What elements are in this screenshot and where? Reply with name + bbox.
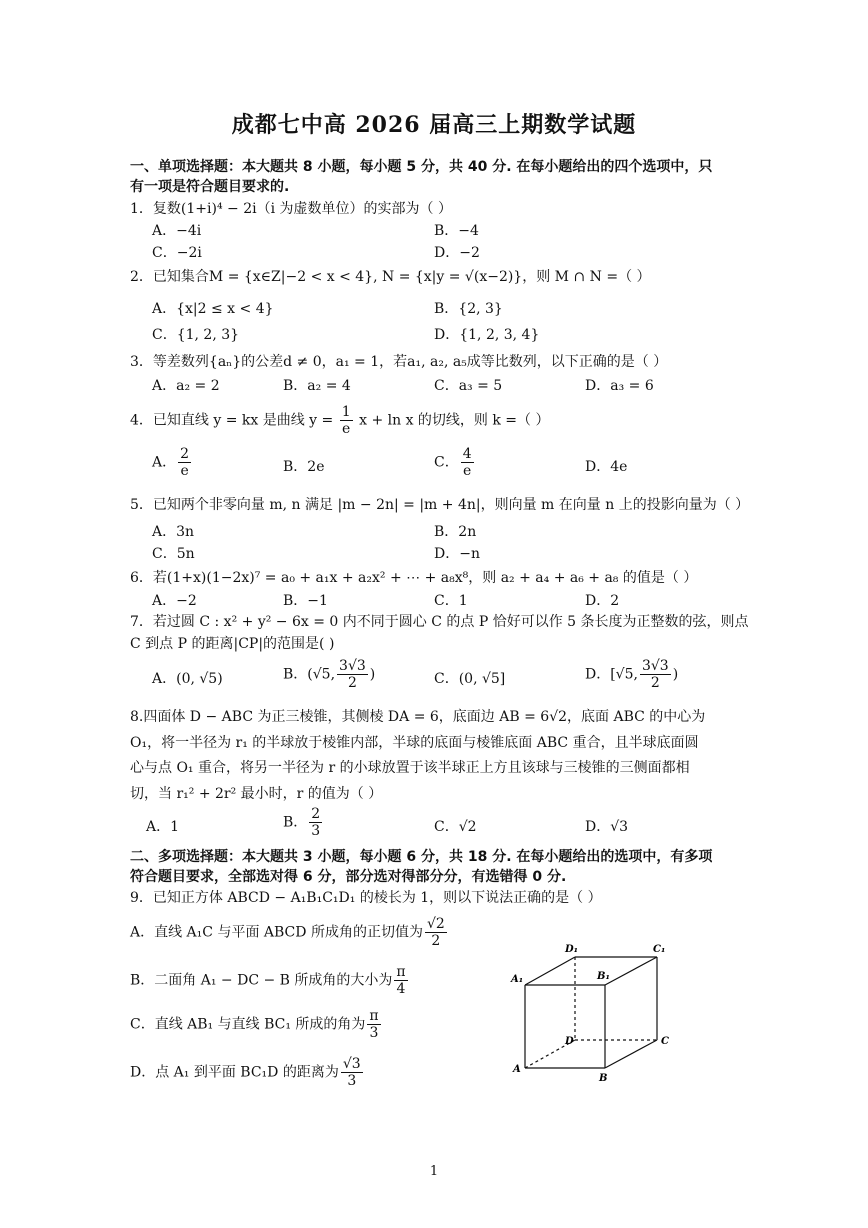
q7-option-d-end: ): [672, 666, 679, 683]
q4-stem: [130, 404, 550, 437]
edge-a1d1: [525, 957, 575, 985]
q7-option-a: A．(0, √5): [152, 671, 223, 687]
q4-c-denominator: e: [463, 463, 472, 479]
q5-option-b: B．2n: [434, 524, 477, 540]
q9-option-d-text: D．点 A₁ 到平面 BC₁D 的距离为: [130, 1064, 339, 1081]
edge-b1c1: [605, 957, 657, 985]
q9-a-numerator: √2: [426, 916, 445, 932]
section1-heading: 一、单项选择题：本大题共 8 小题，每小题 5 分，共 40 分. 在每小题给出的四个选项中，只: [130, 159, 713, 175]
label-b1: B₁: [597, 971, 610, 982]
q7-d-denominator: 2: [650, 675, 660, 691]
q7-stem-line1: 7．若过圆 C : x² + y² − 6x = 0 内不同于圆心 C 的点 P 恰好可以作 5 条长度为正整数的弦，则点: [130, 614, 749, 630]
q8-option-b-label: B．: [283, 814, 308, 831]
q9-option-b: [130, 964, 410, 997]
q1-option-b: B．−4: [434, 223, 479, 239]
q4-stem-post: x + ln x 的切线，则 k =（ ）: [359, 412, 550, 429]
label-d1: D₁: [565, 944, 579, 955]
q8-stem-line3: 心与点 O₁ 重合，将另一半径为 r 的小球放置于该半球正上方且该球与三棱锥的三侧面都相: [130, 760, 690, 776]
q2-option-d: D．{1, 2, 3, 4}: [434, 327, 540, 343]
q9-option-a-fraction: [425, 916, 447, 949]
q9-c-denominator: 3: [369, 1025, 379, 1041]
q4-a-denominator: e: [180, 463, 189, 479]
q9-option-d: [130, 1056, 365, 1089]
q1-option-c: C．−2i: [152, 245, 202, 261]
q9-d-denominator: 3: [347, 1073, 357, 1089]
q7-b-denominator: 2: [347, 675, 357, 691]
q3-option-b: B．a₂ = 4: [283, 378, 351, 394]
label-b: B: [599, 1073, 608, 1084]
label-a1: A₁: [511, 974, 524, 985]
q8-option-b-fraction: [309, 806, 322, 839]
q6-option-a: A．−2: [152, 593, 197, 609]
q4-a-numerator: 2: [180, 446, 190, 462]
q4-frac-numerator: 1: [341, 404, 351, 420]
label-a: A: [513, 1064, 521, 1075]
q4-stem-fraction: [340, 404, 353, 437]
q7-d-numerator: 3√3: [641, 658, 669, 674]
q3-option-a: A．a₂ = 2: [152, 378, 220, 394]
edge-bc: [605, 1040, 657, 1068]
q7-option-d-label: D．[√5,: [585, 666, 638, 683]
q7-b-numerator: 3√3: [339, 658, 366, 674]
page-title: 成都七中高 2026 届高三上期数学试题: [231, 112, 637, 138]
q3-option-c: C．a₃ = 5: [434, 378, 503, 394]
q4-option-c: [434, 446, 476, 479]
section2-heading: 二、多项选择题：本大题共 3 小题，每小题 6 分，共 18 分. 在每小题给出的选项中，有多项: [130, 849, 713, 865]
q9-b-denominator: 4: [396, 981, 406, 997]
q8-option-a: A．1: [146, 819, 180, 835]
q3-option-d: D．a₃ = 6: [585, 378, 654, 394]
q4-option-c-label: C．: [434, 454, 459, 471]
q7-stem-line2: C 到点 P 的距离|CP|的范围是( ): [130, 636, 335, 652]
section2-heading-cont: 符合题目要求，全部选对得 6 分，部分选对得部分分，有选错得 0 分.: [130, 869, 567, 885]
q8-option-d: D．√3: [585, 819, 629, 835]
q5-option-d: D．−n: [434, 546, 480, 562]
q9-option-a: [130, 916, 449, 949]
q9-option-b-text: B．二面角 A₁ − DC − B 所成角的大小为: [130, 972, 393, 989]
q7-option-b-end: ): [369, 666, 376, 683]
q8-option-b: [283, 806, 324, 839]
q9-option-d-fraction: [341, 1056, 363, 1089]
label-c1: C₁: [653, 944, 666, 955]
q2-option-b: B．{2, 3}: [434, 301, 503, 317]
q7-option-b-label: B．(√5,: [283, 666, 336, 683]
q9-d-numerator: √3: [342, 1056, 361, 1072]
q7-option-d: [585, 658, 678, 691]
q8-b-numerator: 2: [311, 806, 321, 822]
q4-option-c-fraction: [461, 446, 474, 479]
q1-option-d: D．−2: [434, 245, 480, 261]
q8-b-denominator: 3: [311, 823, 321, 839]
q7-option-b-fraction: [337, 658, 368, 691]
q5-option-c: C．5n: [152, 546, 195, 562]
label-d: D: [565, 1036, 574, 1047]
section1-heading-cont: 有一项是符合题目要求的.: [130, 179, 290, 195]
q1-stem: 1．复数(1+i)⁴ − 2i（i 为虚数单位）的实部为（ ）: [130, 201, 452, 217]
q9-option-c-fraction: [367, 1008, 380, 1041]
q6-option-c: C．1: [434, 593, 468, 609]
q2-stem: 2．已知集合M = {x∈Z|−2 < x < 4}, N = {x|y = √(x−2)}，则 M ∩ N =（ ）: [130, 269, 651, 285]
q9-c-numerator: π: [369, 1008, 379, 1024]
q1-option-a: A．−4i: [152, 223, 202, 239]
q8-stem-line1: 8.四面体 D − ABC 为正三棱锥，其侧棱 DA = 6，底面边 AB = 6√2，底面 ABC 的中心为: [130, 709, 706, 725]
q9-stem: 9．已知正方体 ABCD − A₁B₁C₁D₁ 的棱长为 1，则以下说法正确的是（ ）: [130, 890, 602, 906]
q5-stem: 5．已知两个非零向量 m, n 满足 |m − 2n| = |m + 4n|，则向量 m 在向量 n 上的投影向量为（ ）: [130, 497, 750, 513]
q8-stem-line4: 切，当 r₁² + 2r² 最小时，r 的值为（ ）: [130, 786, 383, 802]
label-c: C: [661, 1036, 669, 1047]
q2-option-c: C．{1, 2, 3}: [152, 327, 240, 343]
q4-option-b: B．2e: [283, 459, 325, 475]
q8-option-c: C．√2: [434, 819, 477, 835]
q2-option-a: A．{x|2 ≤ x < 4}: [152, 301, 274, 317]
q9-option-b-fraction: [394, 964, 407, 997]
q6-option-d: D．2: [585, 593, 620, 609]
q4-option-a-label: A．: [152, 454, 177, 471]
page-number: 1: [429, 1164, 439, 1179]
q4-c-numerator: 4: [462, 446, 472, 462]
q4-option-d: D．4e: [585, 459, 628, 475]
q7-option-b: [283, 658, 375, 691]
q9-option-a-text: A．直线 A₁C 与平面 ABCD 所成角的正切值为: [130, 924, 423, 941]
q3-stem: 3．等差数列{aₙ}的公差d ≠ 0，a₁ = 1，若a₁, a₂, a₅成等比数列，以下正确的是（ ）: [130, 354, 668, 370]
q9-a-denominator: 2: [431, 933, 441, 949]
q6-stem: 6．若(1+x)(1−2x)⁷ = a₀ + a₁x + a₂x² + ⋯ + a₈x⁸，则 a₂ + a₄ + a₆ + a₈ 的值是（ ）: [130, 570, 698, 586]
q4-option-a: [152, 446, 193, 479]
q9-option-c-text: C．直线 AB₁ 与直线 BC₁ 所成的角为: [130, 1016, 366, 1033]
q7-option-c: C．(0, √5]: [434, 671, 506, 687]
q7-option-d-fraction: [640, 658, 671, 691]
q8-stem-line2: O₁，将一半径为 r₁ 的半球放于棱锥内部，半球的底面与棱锥底面 ABC 重合，且半球底面圆: [130, 735, 699, 751]
q6-option-b: B．−1: [283, 593, 328, 609]
q4-stem-pre: 4．已知直线 y = kx 是曲线 y =: [130, 412, 334, 429]
q4-frac-denominator: e: [342, 421, 351, 437]
q9-option-c: [130, 1008, 383, 1041]
q9-b-numerator: π: [396, 964, 406, 980]
q5-option-a: A．3n: [152, 524, 195, 540]
q4-option-a-fraction: [178, 446, 191, 479]
cube-diagram: [505, 940, 685, 1085]
